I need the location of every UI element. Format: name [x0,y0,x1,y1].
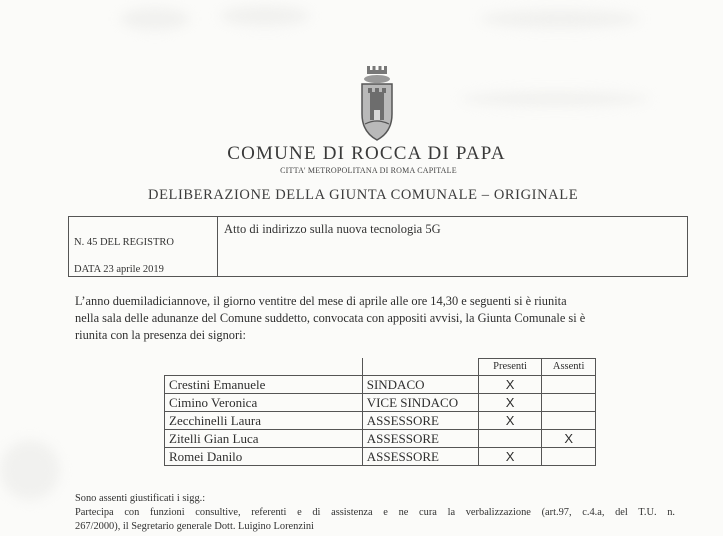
presente-mark [478,430,541,448]
intro-paragraph [75,293,675,344]
attendance-table [164,358,596,466]
member-name: Zitelli Gian Luca [165,430,363,448]
show-through-mark [480,10,640,28]
assente-mark [542,394,596,412]
registro-data: DATA 23 aprile 2019 [74,264,164,275]
intro-line: riunita con la presenza dei signori: [75,328,247,342]
coat-of-arms-icon [357,66,397,142]
registro-box [68,216,688,277]
deliberazione-title: DELIBERAZIONE DELLA GIUNTA COMUNALE – ORIGINALE [148,187,579,203]
delibera-oggetto: Atto di indirizzo sulla nuova tecnologia 5G [224,222,441,236]
presente-mark: X [478,448,541,466]
table-row [165,394,596,412]
attendance-header-row [165,359,596,376]
table-row [165,430,596,448]
presente-mark: X [478,394,541,412]
header-assenti: Assenti [542,359,596,376]
table-row [165,376,596,394]
show-through-mark [220,6,310,26]
registro-numero: N. 45 DEL REGISTRO [74,237,174,248]
member-role: ASSESSORE [362,412,478,430]
member-role: VICE SINDACO [362,394,478,412]
table-row [165,448,596,466]
intro-line: L’anno duemiladiciannove, il giorno ventitre del mese di aprile alle ore 14,30 e seguenti si è riunita [75,294,567,308]
show-through-mark [0,440,60,500]
registro-divider [217,217,218,276]
member-role: ASSESSORE [362,430,478,448]
show-through-mark [460,92,650,106]
header-blank-cell [362,359,478,376]
intro-line: nella sala delle adunanze del Comune suddetto, convocata con appositi avvisi, la Giunta Comunale si è [75,311,586,325]
member-role: ASSESSORE [362,448,478,466]
assente-mark [542,412,596,430]
table-row [165,412,596,430]
citta-metropolitana-subtitle: CITTA' METROPOLITANA DI ROMA CAPITALE [280,166,457,175]
comune-title: COMUNE DI ROCCA DI PAPA [227,143,506,164]
member-name: Romei Danilo [165,448,363,466]
assente-mark [542,448,596,466]
header-blank-cell [165,359,363,376]
assente-mark [542,376,596,394]
presente-mark: X [478,412,541,430]
footer-notes [75,492,675,534]
partecipa-line: Partecipa con funzioni consultive, referenti e di assistenza e ne cura la verbalizzazione (art.97, c.4.a, del T.U. n. [75,507,675,518]
member-name: Cimino Veronica [165,394,363,412]
show-through-mark [120,8,190,30]
member-name: Crestini Emanuele [165,376,363,394]
member-name: Zecchinelli Laura [165,412,363,430]
assenti-giustificati-line: Sono assenti giustificati i sigg.: [75,493,206,504]
member-role: SINDACO [362,376,478,394]
assente-mark: X [542,430,596,448]
presente-mark: X [478,376,541,394]
partecipa-line: 267/2000), il Segretario generale Dott. Luigino Lorenzini [75,521,314,532]
header-presenti: Presenti [478,359,541,376]
